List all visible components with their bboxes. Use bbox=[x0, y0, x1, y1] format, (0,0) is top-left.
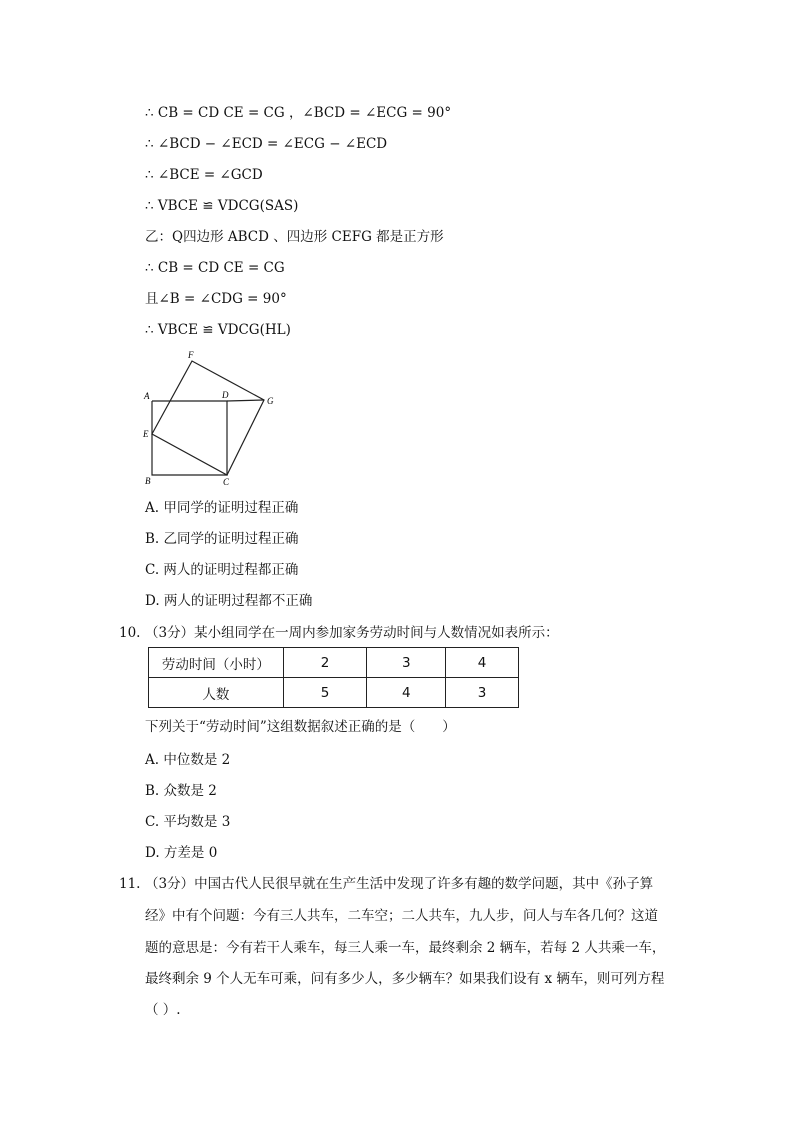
q9-option-a: A. 甲同学的证明过程正确 bbox=[145, 500, 299, 516]
q10-stem: （3分）某小组同学在一周内参加家务劳动时间与人数情况如表所示： bbox=[145, 625, 559, 641]
label-g: G bbox=[267, 396, 274, 406]
q9-option-b: B. 乙同学的证明过程正确 bbox=[145, 531, 299, 547]
table-cell: 人数 bbox=[149, 678, 284, 708]
square-cefg bbox=[152, 361, 264, 475]
proof-line-4: ∴ VBCE ≌ VDCG(SAS) bbox=[145, 198, 299, 214]
q11-line-5: （ ）. bbox=[145, 1002, 181, 1018]
q10-table bbox=[148, 647, 519, 708]
label-d: D bbox=[222, 390, 229, 400]
q10-option-d: D. 方差是 0 bbox=[145, 845, 218, 861]
label-f: F bbox=[188, 350, 194, 360]
proof-line-3: ∴ ∠BCE = ∠GCD bbox=[145, 167, 263, 183]
proof-line-7: 且∠B = ∠CDG = 90° bbox=[145, 291, 287, 307]
q11-line-1: （3分）中国古代人民很早就在生产生活中发现了许多有趣的数学问题，其中《孙子算 bbox=[145, 876, 654, 892]
proof-line-5: 乙：Q四边形 ABCD 、四边形 CEFG 都是正方形 bbox=[145, 229, 444, 245]
q11-line-4: 最终剩余 9 个人无车可乘，问有多少人，多少辆车？如果我们设有 x 辆车，则可列方程 bbox=[145, 971, 665, 987]
table-cell: 3 bbox=[367, 648, 446, 678]
table-cell: 4 bbox=[446, 648, 519, 678]
q11-line-2: 经》中有个问题：今有三人共车，二车空；二人共车，九人步，问人与车各几何？这道 bbox=[145, 908, 658, 924]
q10-option-a: A. 中位数是 2 bbox=[145, 752, 231, 768]
q10-number: 10. bbox=[119, 625, 141, 641]
table-cell: 2 bbox=[283, 648, 367, 678]
q10-question: 下列关于“劳动时间”这组数据叙述正确的是（ ） bbox=[145, 719, 456, 735]
table-cell: 4 bbox=[367, 678, 446, 708]
label-c: C bbox=[223, 477, 230, 487]
table-cell: 劳动时间（小时） bbox=[149, 648, 284, 678]
proof-line-2: ∴ ∠BCD − ∠ECD = ∠ECG − ∠ECD bbox=[145, 136, 388, 152]
table-row bbox=[149, 678, 519, 708]
proof-line-8: ∴ VBCE ≌ VDCG(HL) bbox=[145, 322, 291, 338]
table-row bbox=[149, 648, 519, 678]
square-abcd bbox=[152, 401, 227, 475]
geometry-figure bbox=[140, 350, 280, 487]
q11-number: 11. bbox=[119, 876, 141, 892]
label-e: E bbox=[143, 429, 149, 439]
proof-line-6: ∴ CB = CD CE = CG bbox=[145, 260, 285, 276]
segment-dg bbox=[227, 400, 264, 401]
q10-option-c: C. 平均数是 3 bbox=[145, 814, 231, 830]
table-cell: 5 bbox=[283, 678, 367, 708]
q11-line-3: 题的意思是：今有若干人乘车，每三人乘一车，最终剩余 2 辆车，若每 2 人共乘一车， bbox=[145, 940, 666, 956]
q10-option-b: B. 众数是 2 bbox=[145, 783, 217, 799]
label-b: B bbox=[145, 476, 151, 486]
proof-line-1: ∴ CB = CD CE = CG ，∠BCD = ∠ECG = 90° bbox=[145, 105, 452, 121]
table-cell: 3 bbox=[446, 678, 519, 708]
q9-option-c: C. 两人的证明过程都正确 bbox=[145, 562, 299, 578]
q9-option-d: D. 两人的证明过程都不正确 bbox=[145, 593, 313, 609]
label-a: A bbox=[144, 391, 150, 401]
